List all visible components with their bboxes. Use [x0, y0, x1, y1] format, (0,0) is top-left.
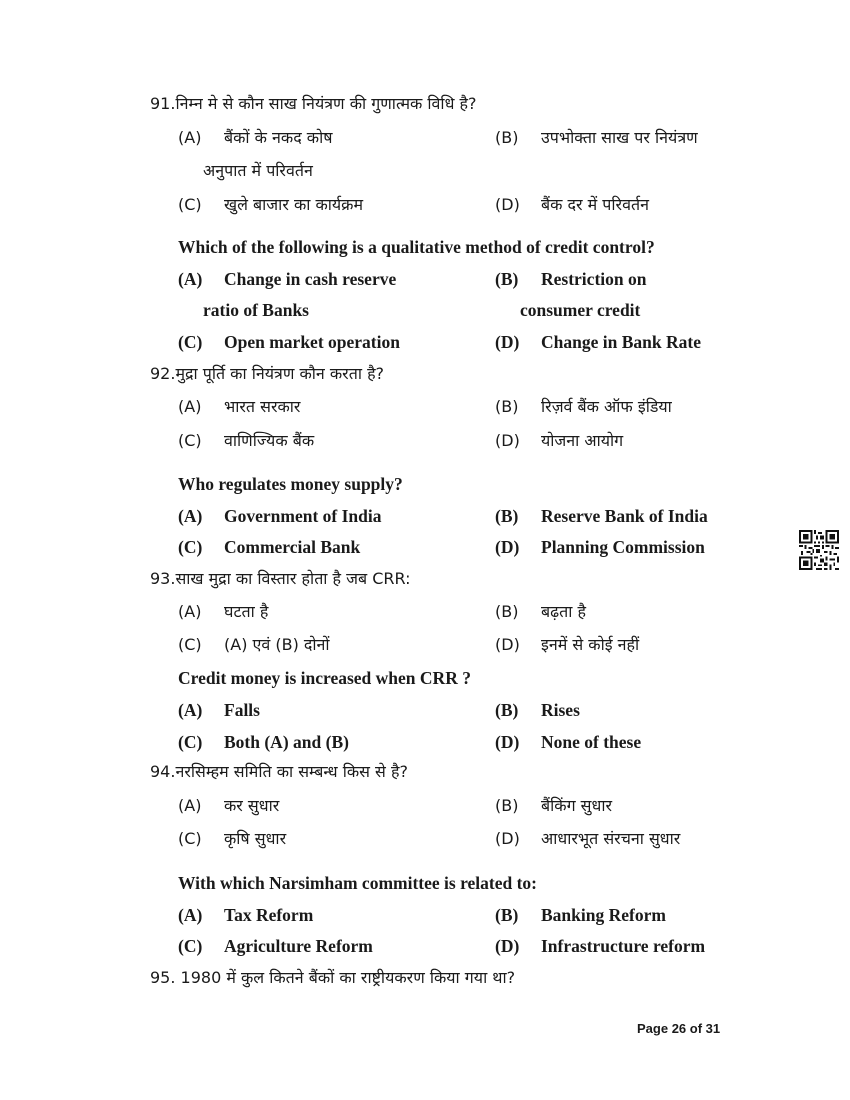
option-a-text: कर सुधार	[224, 796, 280, 815]
option-d-text: योजना आयोग	[541, 431, 624, 450]
question-94-english: With which Narsimham committee is related to:	[178, 873, 538, 893]
option-label-d: (D)	[495, 829, 520, 848]
option-d-text: इनमें से कोई नहीं	[541, 635, 640, 654]
option-d-text: बैंक दर में परिवर्तन	[541, 195, 649, 214]
option-d-text: Planning Commission	[541, 537, 705, 557]
option-label-b: (B)	[495, 796, 519, 815]
option-label-a: (A)	[178, 602, 202, 621]
question-95-hindi: 95. 1980 में कुल कितने बैंकों का राष्ट्रीयकरण किया गया था?	[150, 968, 516, 987]
option-label-a: (A)	[178, 397, 202, 416]
page-prefix: Page	[637, 1021, 672, 1036]
option-a-text-cont: अनुपात में परिवर्तन	[203, 161, 313, 180]
option-a-text: बैंकों के नकद कोष	[224, 128, 333, 147]
option-d-text: Change in Bank Rate	[541, 332, 701, 352]
option-c-text: वाणिज्यिक बैंक	[224, 431, 315, 450]
option-label-d: (D)	[495, 635, 520, 654]
option-a-text: Falls	[224, 700, 260, 720]
option-label-b: (B)	[495, 128, 519, 147]
question-93-english: Credit money is increased when CRR ?	[178, 668, 471, 688]
option-label-b: (B)	[495, 700, 519, 720]
option-b-text: Banking Reform	[541, 905, 666, 925]
option-label-d: (D)	[495, 431, 520, 450]
question-92-hindi: 92.मुद्रा पूर्ति का नियंत्रण कौन करता है?	[150, 364, 385, 383]
page-of: of	[686, 1021, 706, 1036]
option-label-b: (B)	[495, 905, 519, 925]
option-label-b: (B)	[495, 397, 519, 416]
option-b-text-cont: consumer credit	[520, 300, 641, 320]
question-91-english: Which of the following is a qualitative method of credit control?	[178, 237, 655, 257]
option-b-text: बढ़ता है	[541, 602, 586, 621]
option-c-text: Open market operation	[224, 332, 400, 352]
option-c-text: कृषि सुधार	[224, 829, 287, 848]
option-label-c: (C)	[178, 829, 202, 848]
option-b-text: उपभोक्ता साख पर नियंत्रण	[541, 128, 698, 147]
option-c-text: खुले बाजार का कार्यक्रम	[224, 195, 364, 214]
option-label-b: (B)	[495, 506, 519, 526]
page-number	[637, 1021, 720, 1036]
option-b-text: Rises	[541, 700, 580, 720]
option-label-d: (D)	[495, 332, 520, 352]
option-d-text: None of these	[541, 732, 642, 752]
option-b-text: Reserve Bank of India	[541, 506, 708, 526]
option-label-a: (A)	[178, 506, 203, 526]
option-label-c: (C)	[178, 195, 202, 214]
option-label-c: (C)	[178, 732, 203, 752]
option-c-text: Agriculture Reform	[224, 936, 373, 956]
option-label-d: (D)	[495, 195, 520, 214]
option-label-d: (D)	[495, 537, 520, 557]
question-93-hindi: 93.साख मुद्रा का विस्तार होता है जब CRR:	[150, 569, 411, 588]
qr-code-icon	[799, 530, 839, 570]
question-91-hindi: 91.निम्न मे से कौन साख नियंत्रण की गुणात्मक विधि है?	[150, 94, 477, 113]
option-a-text-cont: ratio of Banks	[203, 300, 309, 320]
option-label-b: (B)	[495, 269, 519, 289]
option-c-text: Commercial Bank	[224, 537, 361, 557]
option-a-text: Government of India	[224, 506, 382, 526]
option-b-text: बैंकिंग सुधार	[541, 796, 613, 815]
option-label-a: (A)	[178, 269, 203, 289]
option-label-c: (C)	[178, 936, 203, 956]
option-a-text: घटता है	[224, 602, 269, 621]
option-label-a: (A)	[178, 905, 203, 925]
option-label-c: (C)	[178, 431, 202, 450]
option-label-c: (C)	[178, 332, 203, 352]
option-b-text: रिज़र्व बैंक ऑफ इंडिया	[541, 397, 672, 416]
option-label-a: (A)	[178, 700, 203, 720]
option-label-c: (C)	[178, 635, 202, 654]
option-d-text: Infrastructure reform	[541, 936, 706, 956]
page-current: 26	[671, 1021, 687, 1036]
option-label-d: (D)	[495, 732, 520, 752]
option-c-text: (A) एवं (B) दोनों	[224, 635, 330, 654]
question-94-hindi: 94.नरसिम्हम समिति का सम्बन्ध किस से है?	[150, 762, 408, 781]
option-a-text: Tax Reform	[224, 905, 314, 925]
option-label-c: (C)	[178, 537, 203, 557]
option-label-a: (A)	[178, 796, 202, 815]
option-a-text: Change in cash reserve	[224, 269, 397, 289]
option-c-text: Both (A) and (B)	[224, 732, 349, 752]
question-92-english: Who regulates money supply?	[178, 474, 403, 494]
page-total: 31	[705, 1021, 721, 1036]
option-b-text: Restriction on	[541, 269, 647, 289]
option-label-a: (A)	[178, 128, 202, 147]
option-d-text: आधारभूत संरचना सुधार	[541, 829, 681, 848]
option-label-b: (B)	[495, 602, 519, 621]
option-label-d: (D)	[495, 936, 520, 956]
option-a-text: भारत सरकार	[224, 397, 301, 416]
